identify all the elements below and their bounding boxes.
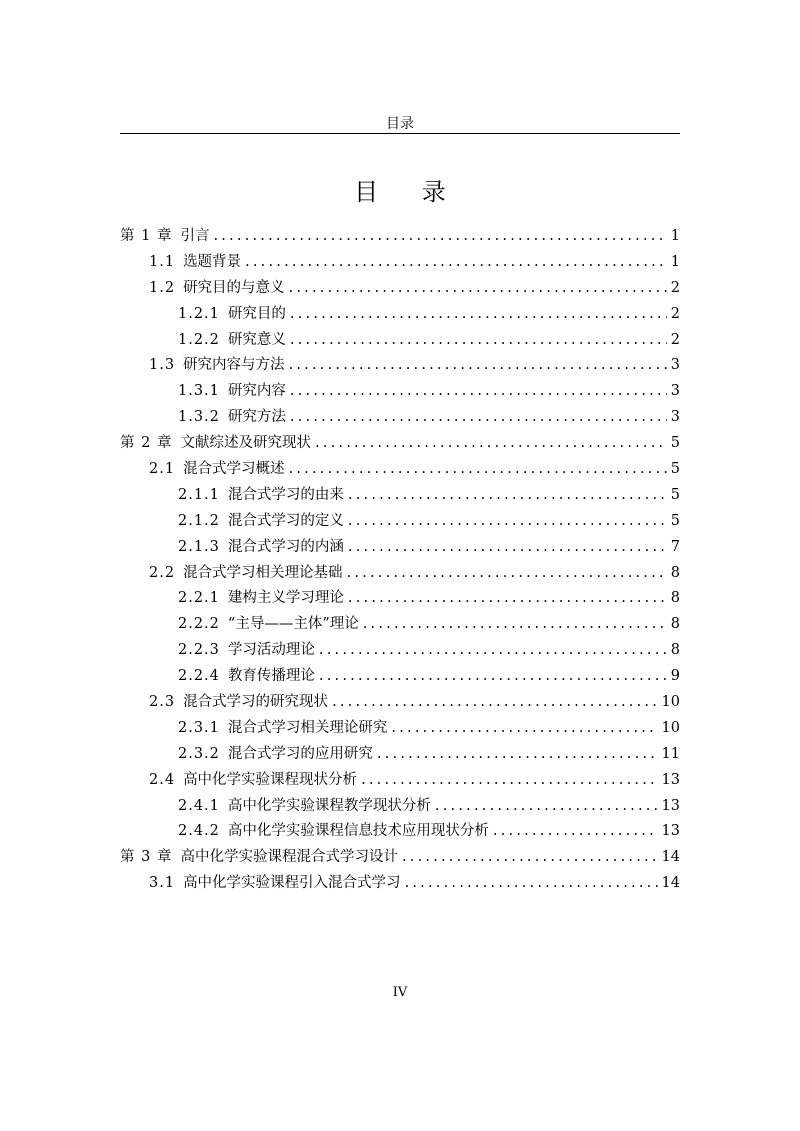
toc-entry[interactable] <box>120 328 680 354</box>
toc-entry-number: 1.1 <box>149 253 176 270</box>
header-rule <box>120 133 680 134</box>
toc-entry-number: 2.1 <box>149 461 176 478</box>
toc-entry-title: 高中化学实验课程引入混合式学习 <box>183 875 401 892</box>
toc-entry-number: 第 1 章 <box>120 228 173 244</box>
toc-entry-page: 13 <box>661 797 680 814</box>
toc-entry[interactable] <box>120 586 680 612</box>
toc-leader-dots <box>493 823 658 839</box>
toc-entry[interactable] <box>120 638 680 664</box>
toc-entry-number: 2.3.2 <box>178 745 220 762</box>
toc-entry-page: 8 <box>670 590 680 607</box>
toc-entry-title: 高中化学实验课程信息技术应用现状分析 <box>227 823 489 840</box>
toc-entry-page: 3 <box>670 383 680 400</box>
toc-entry[interactable] <box>120 276 680 302</box>
toc-entry-title: 研究内容与方法 <box>183 357 285 374</box>
toc-entry-page: 5 <box>670 512 680 529</box>
toc-entry[interactable] <box>120 224 680 250</box>
toc-entry-number: 2.2 <box>149 564 176 581</box>
toc-entry-page: 7 <box>670 538 680 555</box>
toc-entry-title: 学习活动理论 <box>227 642 315 659</box>
toc-entry[interactable] <box>120 690 680 716</box>
toc-entry[interactable] <box>120 405 680 431</box>
toc-entry-title: 混合式学习概述 <box>183 461 285 478</box>
toc-entry[interactable] <box>120 509 680 535</box>
toc-entry-title: 研究目的与意义 <box>183 279 285 296</box>
toc-entry-number: 3.1 <box>149 875 176 892</box>
toc-entry-title: 选题背景 <box>183 253 242 270</box>
toc-leader-dots <box>348 539 667 555</box>
toc-entry[interactable] <box>120 819 680 845</box>
toc-entry-page: 8 <box>670 616 680 633</box>
toc-entry-page: 1 <box>670 228 680 244</box>
toc-entry-page: 8 <box>670 642 680 659</box>
toc-entry-title: 混合式学习的研究现状 <box>183 694 329 711</box>
toc-entry[interactable] <box>120 794 680 820</box>
toc-entry-title: 研究目的 <box>227 305 286 322</box>
toc-entry-title: 高中化学实验课程现状分析 <box>183 771 358 788</box>
toc-entry-number: 第 3 章 <box>120 849 173 866</box>
toc-entry-title: 建构主义学习理论 <box>227 590 344 607</box>
toc-entry-page: 2 <box>670 279 680 296</box>
toc-entry-number: 1.3 <box>149 357 176 374</box>
toc-entry-page: 14 <box>661 849 680 866</box>
toc-leader-dots <box>435 798 658 814</box>
toc-entry[interactable] <box>120 561 680 587</box>
toc-entry-title: 混合式学习相关理论研究 <box>227 719 388 736</box>
table-of-contents <box>120 224 680 897</box>
toc-leader-dots <box>289 280 667 296</box>
toc-entry-title: 文献综述及研究现状 <box>180 435 311 452</box>
toc-leader-dots <box>377 746 658 762</box>
toc-leader-dots <box>402 849 658 865</box>
toc-entry-title: 研究方法 <box>227 409 286 426</box>
toc-leader-dots <box>213 228 666 244</box>
toc-entry-title: 混合式学习的定义 <box>227 512 344 529</box>
toc-leader-dots <box>319 668 667 684</box>
toc-entry-number: 2.1.3 <box>178 538 220 555</box>
toc-entry-number: 1.3.2 <box>178 409 220 426</box>
toc-entry[interactable] <box>120 742 680 768</box>
toc-entry-page: 3 <box>670 357 680 374</box>
toc-entry[interactable] <box>120 353 680 379</box>
toc-entry-number: 2.4.1 <box>178 797 220 814</box>
toc-entry-title: “主导——主体”理论 <box>227 616 359 633</box>
toc-entry[interactable] <box>120 664 680 690</box>
toc-entry-number: 1.2.2 <box>178 331 220 348</box>
toc-entry-page: 13 <box>661 823 680 840</box>
toc-leader-dots <box>290 306 667 322</box>
toc-entry-number: 2.4.2 <box>178 823 220 840</box>
toc-entry-page: 13 <box>661 771 680 788</box>
toc-entry-number: 2.2.4 <box>178 668 220 685</box>
toc-entry[interactable] <box>120 768 680 794</box>
toc-leader-dots <box>347 565 667 581</box>
toc-entry-page: 5 <box>670 486 680 503</box>
toc-entry-number: 2.1.1 <box>178 486 220 503</box>
toc-entry[interactable] <box>120 871 680 897</box>
toc-entry-title: 高中化学实验课程混合式学习设计 <box>180 849 398 866</box>
toc-entry-page: 5 <box>670 435 680 452</box>
page-number: IV <box>392 985 408 1000</box>
toc-entry-page: 1 <box>670 253 680 270</box>
toc-entry-number: 1.2.1 <box>178 305 220 322</box>
toc-entry-page: 2 <box>670 305 680 322</box>
toc-entry-title: 研究内容 <box>227 383 286 400</box>
toc-entry-page: 5 <box>670 461 680 478</box>
toc-leader-dots <box>290 409 667 425</box>
toc-entry-page: 11 <box>661 745 680 762</box>
toc-leader-dots <box>319 642 667 658</box>
toc-entry-number: 2.2.2 <box>178 616 220 633</box>
toc-entry-page: 9 <box>670 668 680 685</box>
toc-entry-page: 2 <box>670 331 680 348</box>
toc-leader-dots <box>348 487 667 503</box>
toc-entry-number: 第 2 章 <box>120 435 173 452</box>
toc-leader-dots <box>290 383 667 399</box>
toc-entry-number: 2.1.2 <box>178 512 220 529</box>
toc-entry-number: 1.2 <box>149 279 176 296</box>
toc-entry-title: 混合式学习的由来 <box>227 486 344 503</box>
toc-entry-page: 10 <box>661 719 680 736</box>
toc-entry-title: 混合式学习的应用研究 <box>227 745 373 762</box>
toc-entry-title: 混合式学习相关理论基础 <box>183 564 343 581</box>
toc-entry[interactable] <box>120 716 680 742</box>
toc-entry-page: 3 <box>670 409 680 426</box>
toc-entry-page: 8 <box>670 564 680 581</box>
toc-entry[interactable] <box>120 457 680 483</box>
toc-entry-number: 2.2.1 <box>178 590 220 607</box>
toc-leader-dots <box>245 254 667 270</box>
toc-entry[interactable] <box>120 250 680 276</box>
toc-entry[interactable] <box>120 431 680 457</box>
running-header: 目录 <box>386 116 414 132</box>
toc-leader-dots <box>290 332 667 348</box>
toc-leader-dots <box>363 616 667 632</box>
toc-entry-number: 2.2.3 <box>178 642 220 659</box>
toc-leader-dots <box>405 875 658 891</box>
toc-leader-dots <box>289 461 667 477</box>
toc-entry[interactable] <box>120 302 680 328</box>
toc-entry[interactable] <box>120 535 680 561</box>
toc-leader-dots <box>361 772 657 788</box>
toc-entry[interactable] <box>120 612 680 638</box>
toc-leader-dots <box>348 513 667 529</box>
toc-title: 目 录 <box>354 178 464 206</box>
toc-leader-dots <box>332 694 657 710</box>
toc-leader-dots <box>391 720 657 736</box>
toc-entry-title: 教育传播理论 <box>227 668 315 685</box>
toc-leader-dots <box>289 357 667 373</box>
toc-entry-page: 10 <box>661 694 680 711</box>
toc-entry-number: 2.3.1 <box>178 719 220 736</box>
toc-leader-dots <box>348 590 667 606</box>
toc-entry[interactable] <box>120 379 680 405</box>
toc-entry-page: 14 <box>661 875 680 892</box>
toc-leader-dots <box>315 435 667 451</box>
toc-entry-title: 高中化学实验课程教学现状分析 <box>227 797 431 814</box>
toc-entry-title: 混合式学习的内涵 <box>227 538 344 555</box>
toc-entry[interactable] <box>120 483 680 509</box>
toc-entry-title: 引言 <box>180 228 210 244</box>
toc-entry-number: 2.4 <box>149 771 176 788</box>
toc-entry-title: 研究意义 <box>227 331 286 348</box>
toc-entry-number: 2.3 <box>149 694 176 711</box>
toc-entry-number: 1.3.1 <box>178 383 220 400</box>
toc-entry[interactable] <box>120 845 680 871</box>
